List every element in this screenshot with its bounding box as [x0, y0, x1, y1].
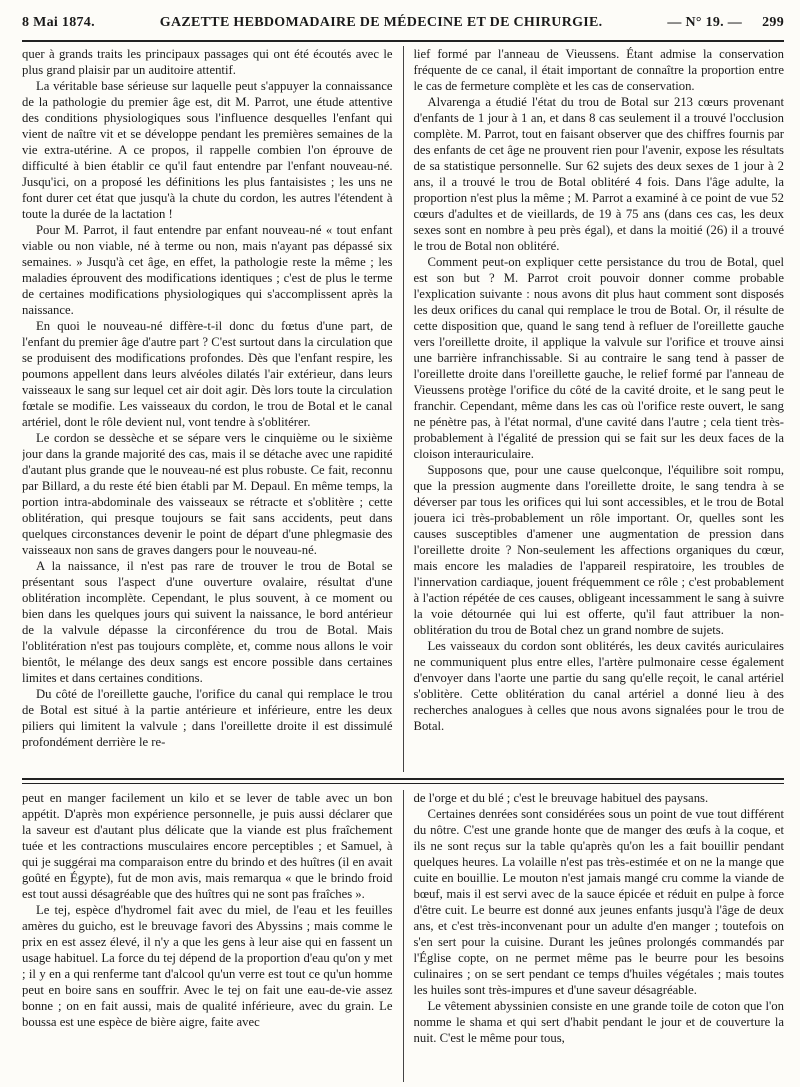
article-column-left [22, 46, 393, 772]
column-divider [403, 46, 404, 772]
paragraph: Comment peut-on expliquer cette persistance du trou de Botal, quel est son but ? M. Parrot croit pouvoir donner comme probable l'explication suivante : nous avons dit plus haut comment sont disposés les deux orifices du canal qui remplace le trou de Botal. Or, il résulte de cette disposition que, quand le sang tend à refluer de l'oreillette gauche vers l'oreillette droite, il applique la valvule sur l'orifice et trouve ainsi une barrière infranchissable. Si au contraire le sang tend à passer de l'oreillette droite dans l'oreillette gauche, le relief formé par l'anneau de Vieussens protège l'orifice du côté de la cavité droite, et le sang peut le franchir. Cependant, même dans les cas où l'orifice reste ouvert, le sang ne pénètre pas, à l'état normal, d'une cavité dans l'autre ; cela tient très-probablement à l'égalité de pression qui se fait sur les deux faces de la cloison interauriculaire. [413, 255, 784, 461]
section-rule [22, 778, 784, 784]
paragraph: Le vêtement abyssinien consiste en une grande toile de coton que l'on nomme le shama et qui sert d'habit pendant le jour et de couverture la nuit. C'est le même pour tous, [413, 999, 784, 1045]
paragraph: Les vaisseaux du cordon sont oblitérés, les deux cavités auriculaires ne communiquent plus entre elles, l'artère pulmonaire cesse également d'envoyer dans l'aorte une partie du sang qu'elle reçoit, le canal artériel s'oblitère. Cette oblitération du canal artériel a donné lieu à des recherches analogues à celles que nous avons signalées pour le trou de Botal. [413, 639, 784, 733]
paragraph: Certaines denrées sont considérées sous un point de vue tout différent du nôtre. C'est une grande honte que de manger des œufs à la coque, et ils ne sont reçus sur la table qu'après qu'on les a fait bouillir pendant quelques heures. La volaille n'est pas très-estimée et on ne la mange que cuite en bouillie. Le mouton n'est jamais mangé cru comme la viande de bœuf, mais il est servi avec de la sauce épicée et réduit en pulpe à force d'être cuit. Le beurre est donné aux jeunes enfants jusqu'à l'âge de deux ans, et c'est très-inconvenant pour un adulte d'en manger ; toutefois on s'en sert pour la cuisine. Durant les jeûnes prolongés commandés par l'Église copte, on ne permet même pas le beurre pour les besoins culinaires ; on se sert pendant ce temps d'huiles végétales ; mais toutes les huiles sont très-impures et d'une saveur désagréable. [413, 807, 784, 997]
article-column-right [414, 46, 785, 772]
paragraph: A la naissance, il n'est pas rare de trouver le trou de Botal se présentant sous l'aspect d'une ouverture ovalaire, résultat d'une oblitération incomplète. Cependant, le plus souvent, à ce moment ou bien dans les quelques jours qui suivent la naissance, le bord antérieur de la valvule dépasse la circonférence du trou de Botal. Mais l'oblitération n'est pas toujours complète, et, comme nous allons le voir bientôt, le mélange des deux sangs est encore possible dans certaines limites et dans certaines conditions. [22, 559, 393, 685]
article-bottom-section [22, 790, 784, 1082]
paragraph: Le cordon se dessèche et se sépare vers le cinquième ou le sixième jour dans la grande majorité des cas, mais il se détache avec une rapidité d'autant plus grande que le nouveau-né est plus robuste. Ce fait, reconnu par Billard, a du reste été bien établi par M. Depaul. En même temps, la portion intra-abdominale des vaisseaux se rétracte et s'oblitère ; cette oblitération, qui presque toujours se fait sans accidents, peut dans quelques circonstances devenir le point de départ d'une phlegmasie des vaisseaux non sans de graves dangers pour le nouveau-né. [22, 431, 393, 557]
paragraph: lief formé par l'anneau de Vieussens. Étant admise la conservation fréquente de ce canal, il était important de connaître la proportion entre le cas de fermeture complète et les cas de conservation. [413, 47, 784, 93]
paragraph: peut en manger facilement un kilo et se lever de table avec un bon appétit. D'après mon expérience personnelle, je puis aussi déclarer que la saveur est d'autant plus délicate que la viande est plus fraîchement tuée et les contractions musculaires encore perceptibles ; et Samuel, à qui je suggérai ma comparaison entre du brindo et des huîtres (il en avait goûté en Égypte), fut de mon avis, mais remarqua « que le brindo froid est tout aussi désagréable que des huîtres qui ne sont pas fraîches ». [22, 791, 393, 901]
issue-date: 8 Mai 1874. [22, 15, 95, 30]
page-number: 299 [762, 15, 784, 30]
paragraph: Alvarenga a étudié l'état du trou de Botal sur 213 cœurs provenant d'enfants de 1 jour à 1 an, et dans 8 cas seulement il a trouvé l'occlusion complète. M. Parrot, tout en faisant observer que des chiffres fournis par des enfants de cet âge ne prouvent rien pour l'avenir, expose les résultats de sa statistique personnelle. Sur 62 sujets des deux sexes de 1 jour à 2 ans, il a trouvé le trou de Botal oblitéré 4 fois. Dans l'âge adulte, la proportion n'est plus la même ; M. Parrot a examiné à ce point de vue 52 cœurs d'adultes et de vieillards, de 19 à 75 ans (dans ces cas, les deux sexes sont en nombre à peu près égal), et dans la moitié (26) il a trouvé le trou de Botal non oblitéré. [413, 95, 784, 253]
feuilleton-column-left [22, 790, 393, 1082]
issue-number: — N° 19. — [667, 15, 743, 30]
journal-title: GAZETTE HEBDOMADAIRE DE MÉDECINE ET DE CHIRURGIE. [159, 15, 603, 30]
paragraph: Supposons que, pour une cause quelconque, l'équilibre soit rompu, que la pression augmente dans l'oreillette droite, le sang tendra à se déverser par tous les orifices qui lui sont accessibles, et le trou de Botal jouera ici très-probablement un rôle important. Or, quelles sont les causes susceptibles d'amener une augmentation de pression dans l'oreillette droite ? Non-seulement les affections organiques du cœur, mais encore les maladies de l'appareil respiratoire, les troubles de l'innervation cardiaque, jouent fréquemment ce rôle ; c'est probablement à l'action répétée de ces causes, obligeant incessamment le sang à suivre la voie détournée qui lui est offerte, qu'il faut attribuer la non-oblitération du trou de Botal chez un grand nombre de sujets. [413, 463, 784, 637]
paragraph: quer à grands traits les principaux passages qui ont été écoutés avec le plus grand plaisir par un auditoire attentif. [22, 47, 393, 77]
paragraph: Le tej, espèce d'hydromel fait avec du miel, de l'eau et les feuilles amères du guicho, est le breuvage favori des Abyssins ; mais comme le prix en est assez élevé, il n'y a que les gens à leur aise qui en fassent un usage habituel. La force du tej dépend de la proportion d'eau qu'on y met ; il y en a qui renferme tant d'alcool qu'un verre est tout ce qu'un homme peut en boire sans en souffrir. Avec le tej on fait une eau-de-vie assez bonne ; on en fait aussi, mais de qualité inférieure, avec du grain. Le boussa est une espèce de bière aigre, faite avec [22, 903, 393, 1029]
paragraph: Pour M. Parrot, il faut entendre par enfant nouveau-né « tout enfant viable ou non viable, né à terme ou non, mais n'ayant pas dépassé six semaines. » Jusqu'à cet âge, en effet, la pathologie reste la même ; les maladies éprouvent des modifications identiques ; c'est de plus le terme de certaines modifications physiologiques qui s'accomplissent après la naissance. [22, 223, 393, 317]
paragraph: La véritable base sérieuse sur laquelle peut s'appuyer la connaissance de la pathologie du premier âge est, dit M. Parrot, une étude attentive des conditions physiologiques sous l'influence desquelles l'enfant qui vient de naître vit et se développe pendant les premières semaines de la vie extra-utérine. A ce propos, il rappelle combien l'on éprouve de difficulté à bien établir ce qu'il faut entendre par l'enfant nouveau-né. Jusqu'ici, on a proposé les définitions les plus fantaisistes ; les uns ne font durer cet état que jusqu'à la chute du cordon, les autres l'étendent à toute la durée de la lactation ! [22, 79, 393, 221]
paragraph: En quoi le nouveau-né diffère-t-il donc du fœtus d'une part, de l'enfant du premier âge d'autre part ? C'est surtout dans la circulation que se produisent des modifications profondes. Dès que l'enfant respire, les poumons appellent dans leurs alvéoles dilatés l'air extérieur, dans leurs vaisseaux le sang sur lequel cet air doit agir. Dès lors toute la circulation fœtale se modifie. Les vaisseaux du cordon, le trou de Botal et le canal artériel, dont le rôle devient nul, vont tendre à s'oblitérer. [22, 319, 393, 429]
page-header [22, 6, 784, 42]
article-top-section [22, 46, 784, 772]
column-divider [403, 790, 404, 1082]
header-right [667, 15, 784, 31]
paragraph: Du côté de l'oreillette gauche, l'orifice du canal qui remplace le trou de Botal est situé à la partie antérieure et inférieure, entre les deux piliers qui limitent la valvule ; dans l'oreillette droite il est dissimulé profondément derrière le re- [22, 687, 393, 749]
feuilleton-column-right [414, 790, 785, 1082]
paragraph: de l'orge et du blé ; c'est le breuvage habituel des paysans. [413, 791, 709, 805]
